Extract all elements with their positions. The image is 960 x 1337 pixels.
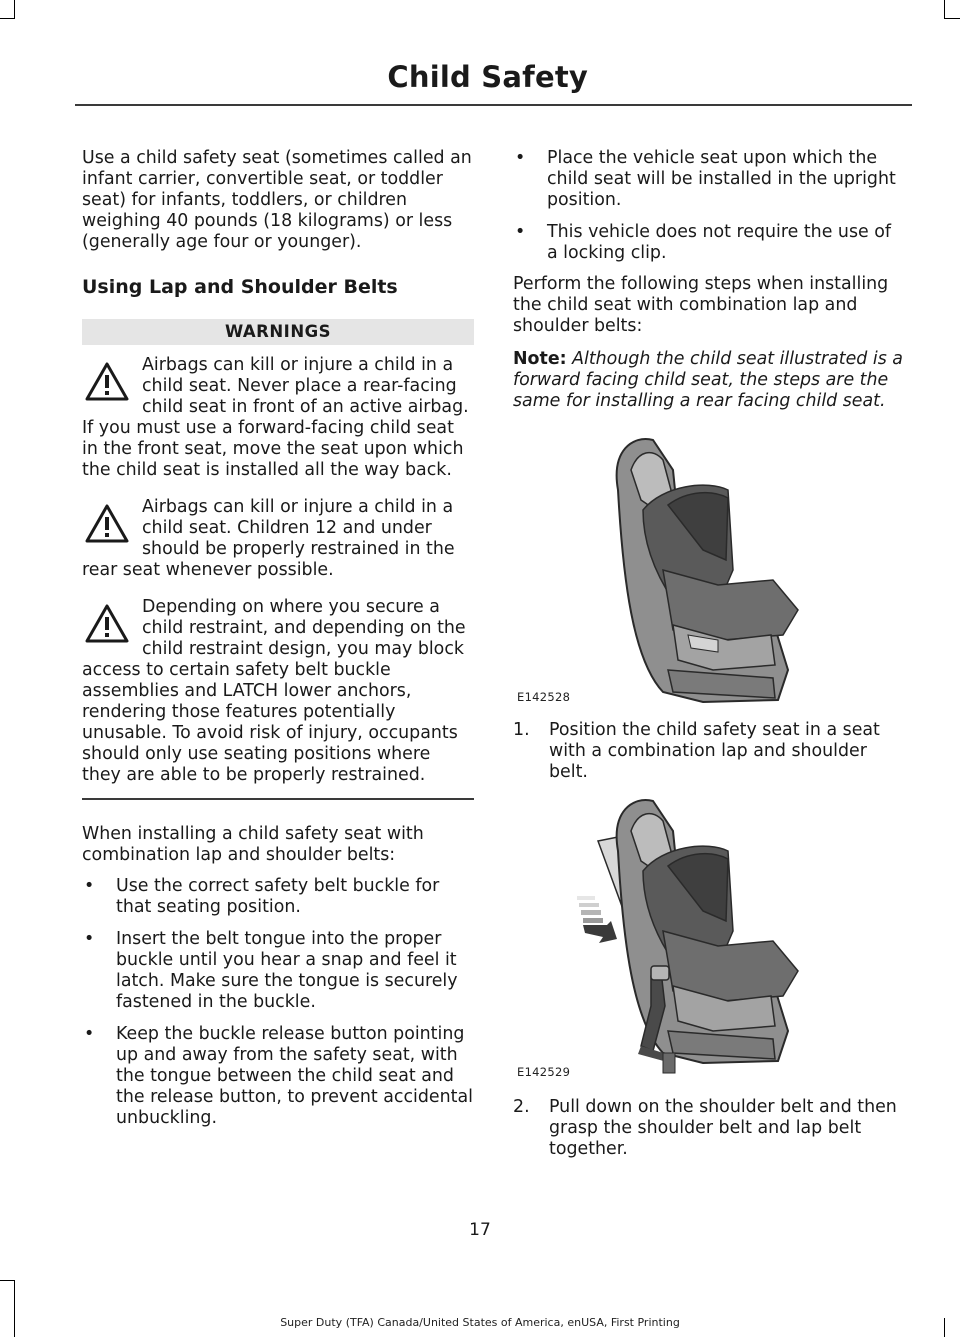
warning-text: Airbags can kill or injure a child in a child seat. Children 12 and under should be properly restrained in the rear seat whenever possible. <box>82 497 455 580</box>
list-item: • Insert the belt tongue into the proper buckle until you hear a snap and feel it latch. Make sure the tongue is securely fastened in the buckle. <box>82 929 474 1013</box>
steps-list-a <box>513 720 906 783</box>
figure-code: E142528 <box>517 690 571 704</box>
right-column <box>513 148 906 1160</box>
warning-1 <box>82 355 474 481</box>
right-bullet-list <box>513 148 906 264</box>
warning-triangle-icon <box>84 603 130 645</box>
list-item: • Use the correct safety belt buckle for that seating position. <box>82 876 474 918</box>
step-number: 1. <box>513 720 530 740</box>
left-column <box>82 148 474 1140</box>
intro-paragraph: Use a child safety seat (sometimes called an infant carrier, convertible seat, or toddler seat) for infants, toddlers, or children weighing 40 pounds (18 kilograms) or less (generally age four or younger). <box>82 148 472 252</box>
crop-mark-top-right <box>944 0 945 18</box>
list-item: • This vehicle does not require the use of a locking clip. <box>513 222 906 264</box>
header-divider <box>75 104 912 106</box>
installing-intro: When installing a child safety seat with combination lap and shoulder belts: <box>82 824 424 865</box>
page-number: 17 <box>469 1220 491 1240</box>
steps-list-b <box>513 1097 906 1160</box>
figure-code: E142529 <box>517 1065 571 1079</box>
note-label: Note: <box>513 349 567 369</box>
crop-mark-top-left <box>14 0 15 18</box>
list-item: • Keep the buckle release button pointing up and away from the safety seat, with the tongue between the child seat and the release button, to prevent accidental unbuckling. <box>82 1024 474 1129</box>
note-text: Although the child seat illustrated is a forward facing child seat, the steps are the same for installing a rear facing child seat. <box>513 349 903 411</box>
figure-child-seat <box>513 430 906 708</box>
warnings-header: WARNINGS <box>82 319 474 345</box>
left-bullet-list <box>82 876 474 1129</box>
warning-triangle-icon <box>84 503 130 545</box>
step-number: 2. <box>513 1097 530 1117</box>
warning-text: Depending on where you secure a child restraint, and depending on the child restraint design, you may block access to certain safety belt buckle assemblies and LATCH lower anchors, rendering those features potentially unusable. To avoid risk of injury, occupants should only use seating positions where they are able to be properly restrained. <box>82 597 466 785</box>
page-title: Child Safety <box>387 60 588 94</box>
note <box>513 349 906 412</box>
footer-text: Super Duty (TFA) Canada/United States of America, enUSA, First Printing <box>280 1316 680 1329</box>
warning-3 <box>82 597 474 786</box>
arrow-down-icon <box>577 896 617 943</box>
step-text: Pull down on the shoulder belt and then grasp the shoulder belt and lap belt together. <box>549 1097 897 1159</box>
step-text: Position the child safety seat in a seat with a combination lap and shoulder belt. <box>549 720 880 782</box>
warning-2 <box>82 497 474 581</box>
crop-mark-top-right-h <box>944 18 960 19</box>
crop-mark-top-left-h <box>0 18 15 19</box>
crop-mark-bottom-left-h <box>0 1280 15 1281</box>
warnings-divider <box>82 798 474 800</box>
step-item <box>513 1097 906 1160</box>
section-heading: Using Lap and Shoulder Belts <box>82 276 398 298</box>
figure-child-seat-belt <box>513 791 906 1083</box>
list-item: • Place the vehicle seat upon which the child seat will be installed in the upright position. <box>513 148 906 211</box>
child-seat-belt-illustration <box>513 791 906 1083</box>
warning-text: Airbags can kill or injure a child in a child seat. Never place a rear-facing child seat in front of an active airbag. If you must use a forward-facing child seat in the front seat, move the seat upon which the child seat is installed all the way back. <box>82 355 469 480</box>
step-item <box>513 720 906 783</box>
child-seat-illustration <box>513 430 906 708</box>
steps-intro: Perform the following steps when installing the child seat with combination lap and shoulder belts: <box>513 274 889 336</box>
warning-triangle-icon <box>84 361 130 403</box>
